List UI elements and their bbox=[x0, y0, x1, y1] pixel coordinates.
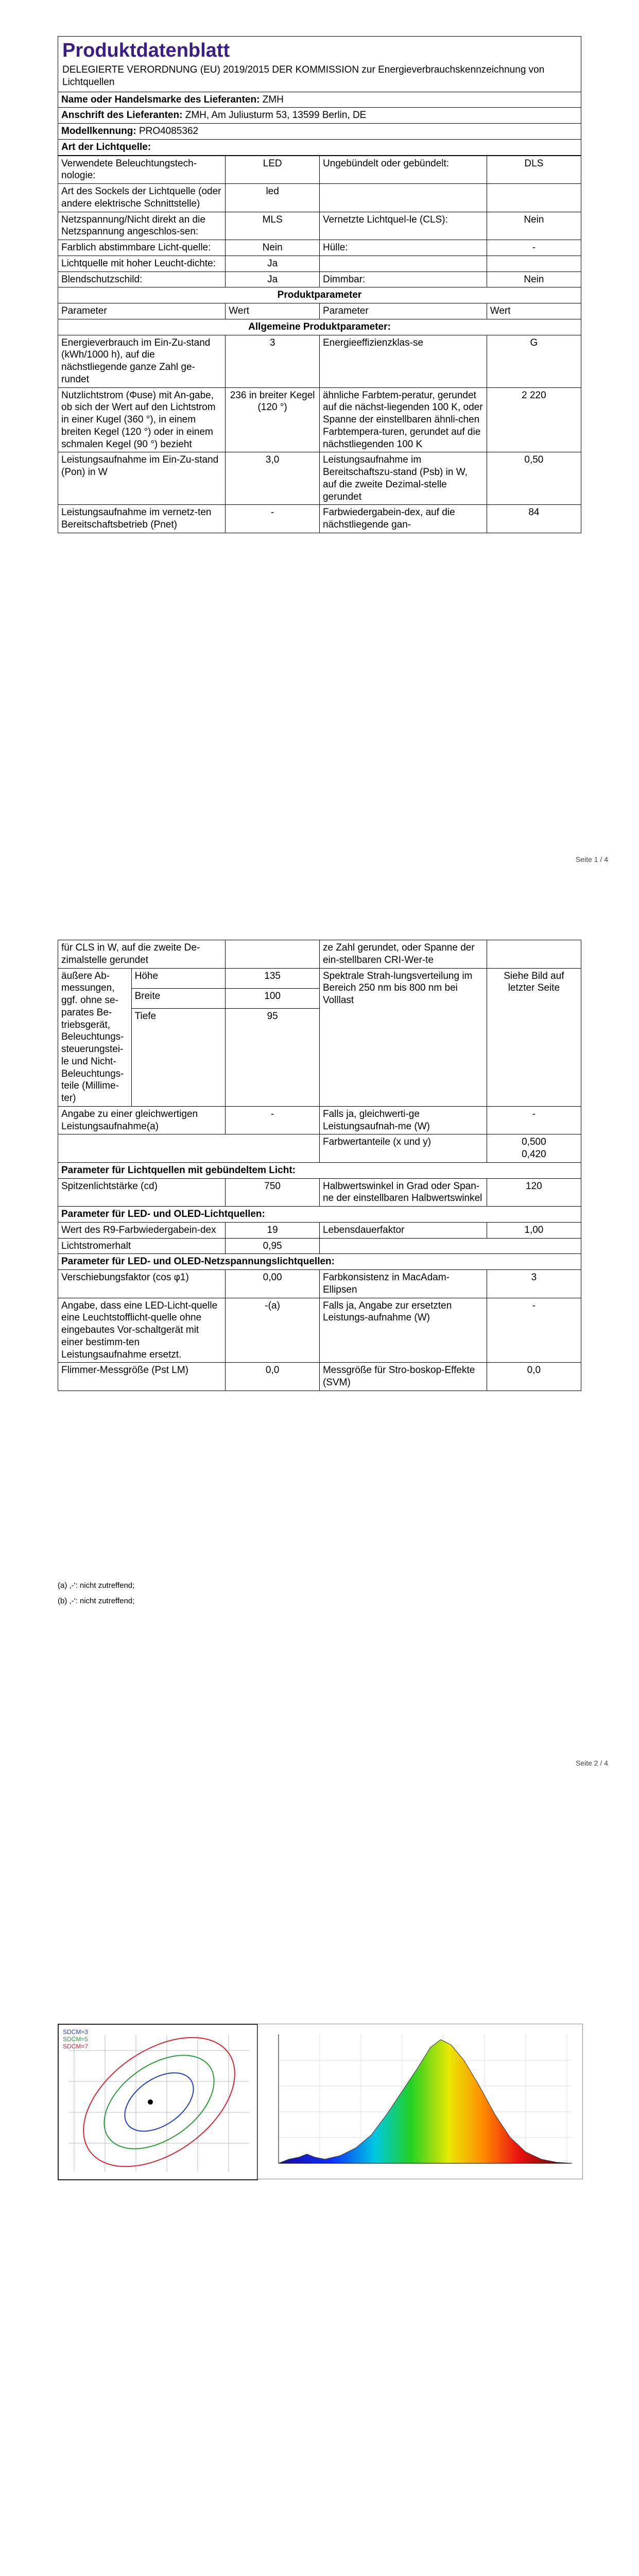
type-header: Art der Lichtquelle: bbox=[61, 141, 151, 152]
peak-value: 750 bbox=[226, 1178, 320, 1207]
legend-sdcm5: SDCM=5 bbox=[63, 2036, 89, 2043]
model-row bbox=[58, 124, 581, 140]
allgemeine-row bbox=[58, 319, 581, 335]
param-value: - bbox=[226, 505, 320, 533]
colcons-value: 3 bbox=[487, 1270, 581, 1298]
claim-label: Angabe, dass eine LED-Licht-quelle eine Leuchtstofflicht-quelle ohne eingebautes Vor-schaltgerät mit einer bestimm-ten Leistungsaufnahme ersetzt. bbox=[58, 1298, 226, 1363]
param-label: Leistungsaufnahme im Ein-Zu-stand (Pon) in W bbox=[58, 452, 226, 505]
param-label: Leistungsaufnahme im Bereitschaftszu-stand (Psb) in W, auf die zweite Dezimal-stelle gerundet bbox=[319, 452, 487, 505]
param-row bbox=[58, 452, 581, 505]
type-label bbox=[319, 256, 487, 272]
col-parameter: Parameter bbox=[58, 303, 226, 319]
chromaticity-point bbox=[148, 2099, 153, 2105]
param-value: 0,50 bbox=[487, 452, 581, 505]
type-label bbox=[319, 184, 487, 212]
dims-label: äußere Ab-messungen, ggf. ohne se-parates Be-triebsgerät, Beleuchtungs-steuerungstei-le und Nicht-Beleuchtungs-teile (Millime-ter) bbox=[58, 968, 131, 1106]
chroma-row bbox=[58, 1134, 581, 1163]
page-1 bbox=[0, 0, 639, 904]
param-value: 2 220 bbox=[487, 387, 581, 452]
r9-label: Wert des R9-Farbwiedergabein-dex bbox=[58, 1222, 226, 1238]
type-row bbox=[58, 184, 581, 212]
type-row bbox=[58, 272, 581, 287]
param-row bbox=[58, 387, 581, 452]
param-label: Leistungsaufnahme im vernetz-ten Bereitschaftsbetrieb (Pnet) bbox=[58, 505, 226, 533]
strobo-label: Messgröße für Stro-boskop-Effekte (SVM) bbox=[319, 1363, 487, 1391]
spectrum-chart bbox=[257, 2024, 583, 2179]
type-label: Farblich abstimmbare Licht-quelle: bbox=[58, 240, 226, 256]
param-table-continued bbox=[58, 940, 581, 1391]
life-label: Lebensdauerfaktor bbox=[319, 1222, 487, 1238]
param-label: Energieeffizienzklas-se bbox=[319, 335, 487, 387]
maint-label: Lichtstromerhalt bbox=[58, 1238, 226, 1254]
chroma-label: Farbwertanteile (x und y) bbox=[319, 1134, 487, 1163]
type-label: Netzspannung/Nicht direkt an die Netzspannung angeschlos-sen: bbox=[58, 212, 226, 240]
continued-row bbox=[58, 940, 581, 968]
footnote-a: (a) ,-': nicht zutreffend; bbox=[58, 1581, 135, 1590]
flicker-row bbox=[58, 1363, 581, 1391]
page-3 bbox=[0, 1807, 639, 2576]
type-label: Verwendete Beleuchtungstech-nologie: bbox=[58, 156, 226, 184]
address-row bbox=[58, 108, 581, 124]
type-table bbox=[58, 156, 581, 533]
type-value: - bbox=[487, 240, 581, 256]
document-title: Produktdatenblatt bbox=[62, 40, 230, 61]
type-row bbox=[58, 156, 581, 184]
legend-sdcm7: SDCM=7 bbox=[63, 2043, 89, 2050]
param-value: G bbox=[487, 335, 581, 387]
directional-header: Parameter für Lichtquellen mit gebündeltem Licht: bbox=[58, 1162, 581, 1178]
regulation-text: DELEGIERTE VERORDNUNG (EU) 2019/2015 DER KOMMISSION zur Energieverbrauchskennzeichnung von Lichtquellen bbox=[58, 63, 581, 92]
type-label: Hülle: bbox=[319, 240, 487, 256]
dims-row bbox=[58, 968, 581, 988]
type-label: Dimmbar: bbox=[319, 272, 487, 287]
type-value: Ja bbox=[226, 272, 320, 287]
supplier-label: Name oder Handelsmarke des Lieferanten: bbox=[61, 94, 260, 105]
beam-label: Halbwertswinkel in Grad oder Span-ne der einstellbaren Halbwertswinkel bbox=[319, 1178, 487, 1207]
page-number: Seite 2 / 4 bbox=[575, 1759, 608, 1767]
dims-value: 135 bbox=[226, 968, 320, 988]
claim-row bbox=[58, 1298, 581, 1363]
datasheet-page1 bbox=[58, 36, 581, 533]
param-value: 236 in breiter Kegel (120 °) bbox=[226, 387, 320, 452]
type-value: Nein bbox=[487, 212, 581, 240]
directional-header-row bbox=[58, 1162, 581, 1178]
equiv-row bbox=[58, 1106, 581, 1134]
type-value bbox=[487, 184, 581, 212]
type-value: led bbox=[226, 184, 320, 212]
ellipse-sdcm3 bbox=[114, 2061, 204, 2143]
cont-label-left: für CLS in W, auf die zweite De-zimalstelle gerundet bbox=[58, 940, 226, 968]
type-label: Blendschutzschild: bbox=[58, 272, 226, 287]
spectrum-curve bbox=[279, 2040, 572, 2163]
param-label: Energieverbrauch im Ein-Zu-stand (kWh/1000 h), auf die nächstliegende ganze Zahl ge-rundet bbox=[58, 335, 226, 387]
led-header: Parameter für LED- und OLED-Lichtquellen: bbox=[58, 1207, 581, 1223]
macadam-ellipse-chart bbox=[58, 2024, 258, 2180]
produktparameter-heading: Produktparameter bbox=[58, 287, 581, 303]
maint-row bbox=[58, 1238, 581, 1254]
param-label: Farbwiedergabein-dex, auf die nächstliegende gan- bbox=[319, 505, 487, 533]
dims-key: Breite bbox=[131, 988, 226, 1008]
col-parameter: Parameter bbox=[319, 303, 487, 319]
ellipse-sdcm7 bbox=[60, 2025, 257, 2179]
type-row bbox=[58, 212, 581, 240]
macadam-svg bbox=[59, 2025, 257, 2179]
flicker-value: 0,0 bbox=[226, 1363, 320, 1391]
flicker-label: Flimmer-Messgröße (Pst LM) bbox=[58, 1363, 226, 1391]
spectrum-svg bbox=[258, 2024, 582, 2179]
type-row bbox=[58, 256, 581, 272]
pf-label: Verschiebungsfaktor (cos φ1) bbox=[58, 1270, 226, 1298]
model-value: PRO4085362 bbox=[139, 126, 199, 137]
legend-sdcm3: SDCM=3 bbox=[63, 2028, 89, 2036]
type-header-row bbox=[58, 140, 581, 156]
param-row bbox=[58, 505, 581, 533]
page-2 bbox=[0, 904, 639, 1807]
produktparameter-row bbox=[58, 287, 581, 303]
claim-r-label: Falls ja, Angabe zur ersetzten Leistungs-aufnahme (W) bbox=[319, 1298, 487, 1363]
life-value: 1,00 bbox=[487, 1222, 581, 1238]
type-label: Art des Sockels der Lichtquelle (oder andere elektrische Schnittstelle) bbox=[58, 184, 226, 212]
mains-header-row bbox=[58, 1254, 581, 1270]
strobo-value: 0,0 bbox=[487, 1363, 581, 1391]
peak-label: Spitzenlichtstärke (cd) bbox=[58, 1178, 226, 1207]
col-wert: Wert bbox=[487, 303, 581, 319]
equiv-r-label: Falls ja, gleichwerti-ge Leistungsaufnah-me (W) bbox=[319, 1106, 487, 1134]
dims-key: Höhe bbox=[131, 968, 226, 988]
type-value: Nein bbox=[487, 272, 581, 287]
param-row bbox=[58, 335, 581, 387]
chroma-x: 0,500 bbox=[522, 1137, 546, 1148]
mains-header: Parameter für LED- und OLED-Netzspannungslichtquellen: bbox=[58, 1254, 581, 1270]
param-value: 3 bbox=[226, 335, 320, 387]
address-label: Anschrift des Lieferanten: bbox=[61, 110, 183, 121]
allgemeine-heading: Allgemeine Produktparameter: bbox=[58, 319, 581, 335]
dims-value: 95 bbox=[226, 1008, 320, 1106]
type-label: Lichtquelle mit hoher Leucht-dichte: bbox=[58, 256, 226, 272]
type-value: LED bbox=[226, 156, 320, 184]
colcons-label: Farbkonsistenz in MacAdam-Ellipsen bbox=[319, 1270, 487, 1298]
maint-value: 0,95 bbox=[226, 1238, 320, 1254]
param-label: Nutzlichtstrom (Φuse) mit An-gabe, ob sich der Wert auf den Lichtstrom in einer Kugel (360 °), in einem breiten Kegel (120 °) oder in einem schmalen Kegel (90 °) bezieht bbox=[58, 387, 226, 452]
beam-value: 120 bbox=[487, 1178, 581, 1207]
page-number: Seite 1 / 4 bbox=[575, 855, 608, 863]
type-value: Nein bbox=[226, 240, 320, 256]
supplier-value: ZMH bbox=[262, 94, 284, 105]
type-label: Vernetzte Lichtquel-le (CLS): bbox=[319, 212, 487, 240]
param-value: 84 bbox=[487, 505, 581, 533]
ellipse-sdcm5 bbox=[87, 2036, 231, 2168]
r9-row bbox=[58, 1222, 581, 1238]
peak-row bbox=[58, 1178, 581, 1207]
chroma-y: 0,420 bbox=[522, 1149, 546, 1160]
type-label: Ungebündelt oder gebündelt: bbox=[319, 156, 487, 184]
type-value bbox=[487, 256, 581, 272]
led-header-row bbox=[58, 1207, 581, 1223]
type-value: DLS bbox=[487, 156, 581, 184]
spectral-value: Siehe Bild auf letzter Seite bbox=[487, 968, 581, 1106]
supplier-row bbox=[58, 92, 581, 108]
equiv-r-value: - bbox=[487, 1106, 581, 1134]
pf-row bbox=[58, 1270, 581, 1298]
type-value: MLS bbox=[226, 212, 320, 240]
type-value: Ja bbox=[226, 256, 320, 272]
address-value: ZMH, Am Juliusturm 53, 13599 Berlin, DE bbox=[185, 110, 367, 121]
type-row bbox=[58, 240, 581, 256]
model-label: Modellkennung: bbox=[61, 126, 136, 137]
datasheet-page2 bbox=[58, 940, 581, 1391]
pf-value: 0,00 bbox=[226, 1270, 320, 1298]
column-header-row bbox=[58, 303, 581, 319]
claim-r-value: - bbox=[487, 1298, 581, 1363]
cont-label-right: ze Zahl gerundet, oder Spanne der ein-stellbaren CRI-Wer-te bbox=[319, 940, 487, 968]
col-wert: Wert bbox=[226, 303, 320, 319]
param-value: 3,0 bbox=[226, 452, 320, 505]
dims-key: Tiefe bbox=[131, 1008, 226, 1106]
r9-value: 19 bbox=[226, 1222, 320, 1238]
param-label: ähnliche Farbtem-peratur, gerundet auf die nächst-liegenden 100 K, oder Spanne der einstellbaren ähnli-chen Farbtempera-turen, gerundet auf die nächstliegenden 100 K bbox=[319, 387, 487, 452]
claim-value: -(a) bbox=[226, 1298, 320, 1363]
spectral-label: Spektrale Strah-lungsverteilung im Bereich 250 nm bis 800 nm bei Volllast bbox=[319, 968, 487, 1106]
dims-value: 100 bbox=[226, 988, 320, 1008]
footnote-b: (b) ,-': nicht zutreffend; bbox=[58, 1597, 135, 1605]
equiv-label: Angabe zu einer gleichwertigen Leistungsaufnahme(a) bbox=[58, 1106, 226, 1134]
equiv-value: - bbox=[226, 1106, 320, 1134]
